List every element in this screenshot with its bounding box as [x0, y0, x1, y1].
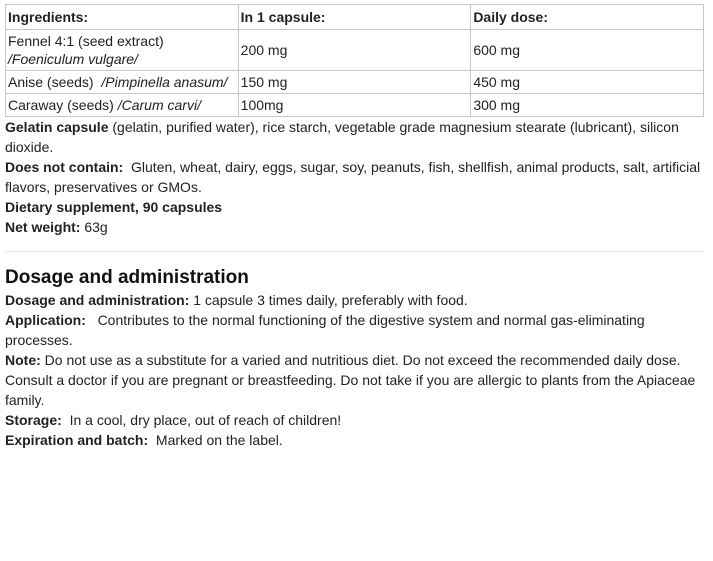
ingredients-table [5, 4, 704, 117]
table-header-row [6, 5, 704, 30]
daily-amount: 300 mg [471, 94, 704, 117]
section-divider [5, 251, 704, 252]
expiration-paragraph [5, 430, 704, 450]
daily-amount: 450 mg [471, 71, 704, 94]
dietary-supplement-line: Dietary supplement, 90 capsules [5, 199, 223, 215]
net-weight-label: Net weight: [5, 219, 81, 235]
application-text: Contributes to the normal functioning of the digestive system and normal gas-eliminating processes. [5, 312, 645, 348]
ingredient-latin-name: /Carum carvi/ [117, 97, 201, 113]
capsule-amount: 150 mg [238, 71, 471, 94]
application-paragraph [5, 310, 704, 350]
capsule-amount: 200 mg [238, 30, 471, 71]
header-daily-dose: Daily dose: [471, 5, 704, 30]
dosage-text: 1 capsule 3 times daily, preferably with food. [193, 292, 468, 308]
capsule-amount: 100mg [238, 94, 471, 117]
header-ingredients: Ingredients: [6, 5, 239, 30]
application-label: Application: [5, 312, 86, 328]
dosage-label: Dosage and administration: [5, 292, 190, 308]
expiration-text: Marked on the label. [155, 432, 283, 448]
daily-amount: 600 mg [471, 30, 704, 71]
ingredient-name: Anise (seeds) [8, 74, 94, 90]
dosage-paragraph [5, 290, 704, 310]
gelatin-capsule-paragraph [5, 117, 704, 157]
ingredient-cell [6, 94, 239, 117]
ingredient-latin-name: /Foeniculum vulgare/ [8, 51, 138, 67]
table-row-anise [6, 71, 704, 94]
gelatin-capsule-text: (gelatin, purified water), rice starch, vegetable grade magnesium stearate (lubricant), silicon dioxide. [5, 119, 679, 155]
ingredient-name: Fennel 4:1 (seed extract) [8, 33, 164, 49]
table-row-fennel [6, 30, 704, 71]
ingredient-name: Caraway (seeds) [8, 97, 114, 113]
does-not-contain-paragraph [5, 157, 704, 197]
net-weight-paragraph [5, 217, 704, 237]
table-row-caraway [6, 94, 704, 117]
header-in-1-capsule: In 1 capsule: [238, 5, 471, 30]
product-info-page [5, 4, 704, 450]
expiration-label: Expiration and batch: [5, 432, 149, 448]
does-not-contain-text: Gluten, wheat, dairy, eggs, sugar, soy, peanuts, fish, shellfish, animal products, salt, artificial flavors, preservatives or GMOs. [5, 159, 701, 195]
note-label: Note: [5, 352, 41, 368]
storage-paragraph [5, 410, 704, 430]
does-not-contain-label: Does not contain: [5, 159, 124, 175]
ingredient-cell [6, 30, 239, 71]
note-text: Do not use as a substitute for a varied and nutritious diet. Do not exceed the recommended daily dose. Consult a doctor if you are pregnant or breastfeeding. Do not take if you are allergic to plants from the Apiaceae family. [5, 352, 696, 408]
net-weight-value: 63g [84, 219, 108, 235]
section-heading-dosage: Dosage and administration [5, 267, 249, 288]
ingredient-latin-name: /Pimpinella anasum/ [101, 74, 228, 90]
storage-text: In a cool, dry place, out of reach of children! [69, 412, 342, 428]
ingredient-cell [6, 71, 239, 94]
gelatin-capsule-label: Gelatin capsule [5, 119, 109, 135]
note-paragraph [5, 350, 704, 410]
storage-label: Storage: [5, 412, 62, 428]
